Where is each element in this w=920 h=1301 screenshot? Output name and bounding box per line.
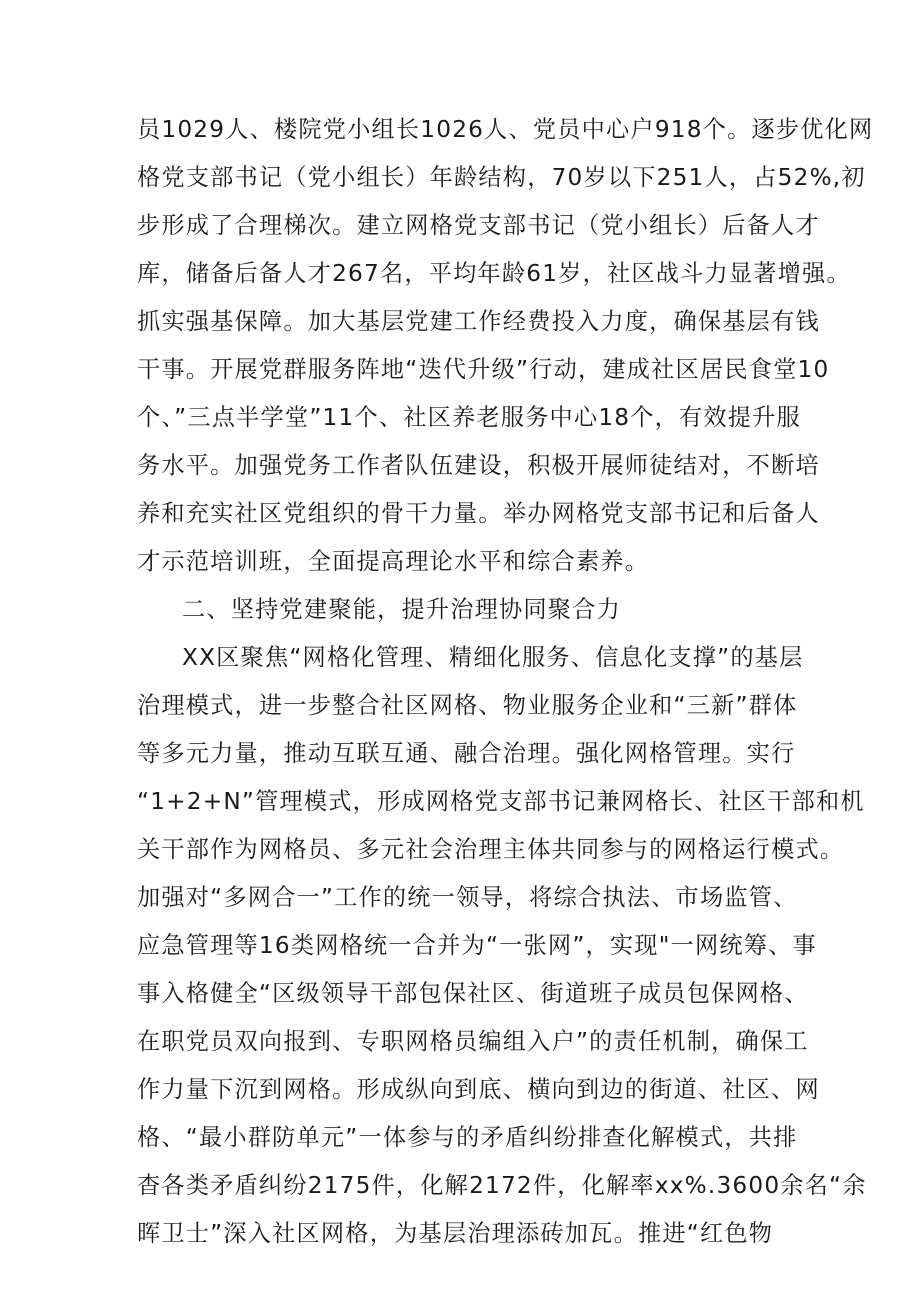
text-line: 事入格健全“区级领导干部包保社区、街道班子成员包保网格、: [137, 980, 809, 1007]
text-line: 关干部作为网格员、多元社会治理主体共同参与的网格运行模式。: [137, 836, 845, 863]
text-line: 才示范培训班，全面提高理论水平和综合素养。: [137, 548, 650, 575]
text-line: 员1029人、楼院党小组长1026人、党员中心户918个。逐步优化网: [137, 116, 874, 143]
text-line: 格、“最小群防单元”一体参与的矛盾纠纷排查化解模式，共排: [137, 1124, 798, 1151]
text-line: 个、”三点半学堂”11个、社区养老服务中心18个，有效提升服: [137, 404, 801, 431]
text-line: 杳各类矛盾纠纷2175件，化解2172件，化解率xx%.3600余名“余: [137, 1172, 867, 1199]
text-line: 干事。开展党群服务阵地“迭代升级”行动，建成社区居民食堂10: [137, 356, 830, 383]
text-line: 格党支部书记（党小组长）年龄结构，70岁以下251人，占52%,初: [137, 164, 866, 191]
text-line: 在职党员双向报到、专职网格员编组入户”的责任机制，确保工: [137, 1028, 809, 1055]
text-line: 等多元力量，推动互联互通、融合治理。强化网格管理。实行: [137, 740, 796, 767]
text-line: 应急管理等16类网格统一合并为“一张网”，实现"一网统筹、事: [137, 932, 817, 959]
text-line: “1+2+N”管理模式，形成网格党支部书记兼网格长、社区干部和机: [137, 788, 865, 815]
text-line: 抓实强基保障。加大基层党建工作经费投入力度，确保基层有钱: [137, 308, 820, 335]
text-line: 作力量下沉到网格。形成纵向到底、横向到边的街道、社区、网: [137, 1076, 820, 1103]
text-line: 步形成了合理梯次。建立网格党支部书记（党小组长）后备人才: [137, 212, 820, 239]
text-line: 晖卫士”深入社区网格，为基层治理添砖加瓦。推进“红色物: [137, 1220, 774, 1247]
text-line: XX区聚焦“网格化管理、精细化服务、信息化支撑”的基层: [182, 644, 804, 671]
text-line: 加强对“多网合一”工作的统一领导，将综合执法、市场监管、: [137, 884, 798, 911]
text-line: 库，储备后备人才267名，平均年龄61岁，社区战斗力显著增强。: [137, 260, 851, 287]
section-heading: 二、坚持党建聚能，提升治理协同聚合力: [182, 596, 621, 623]
text-line: 治理模式，进一步整合社区网格、物业服务企业和“三新”群体: [137, 692, 798, 719]
text-line: 养和充实社区党组织的骨干力量。举办网格党支部书记和后备人: [137, 500, 820, 527]
text-line: 务水平。加强党务工作者队伍建设，积极开展师徒结对，不断培: [137, 452, 820, 479]
